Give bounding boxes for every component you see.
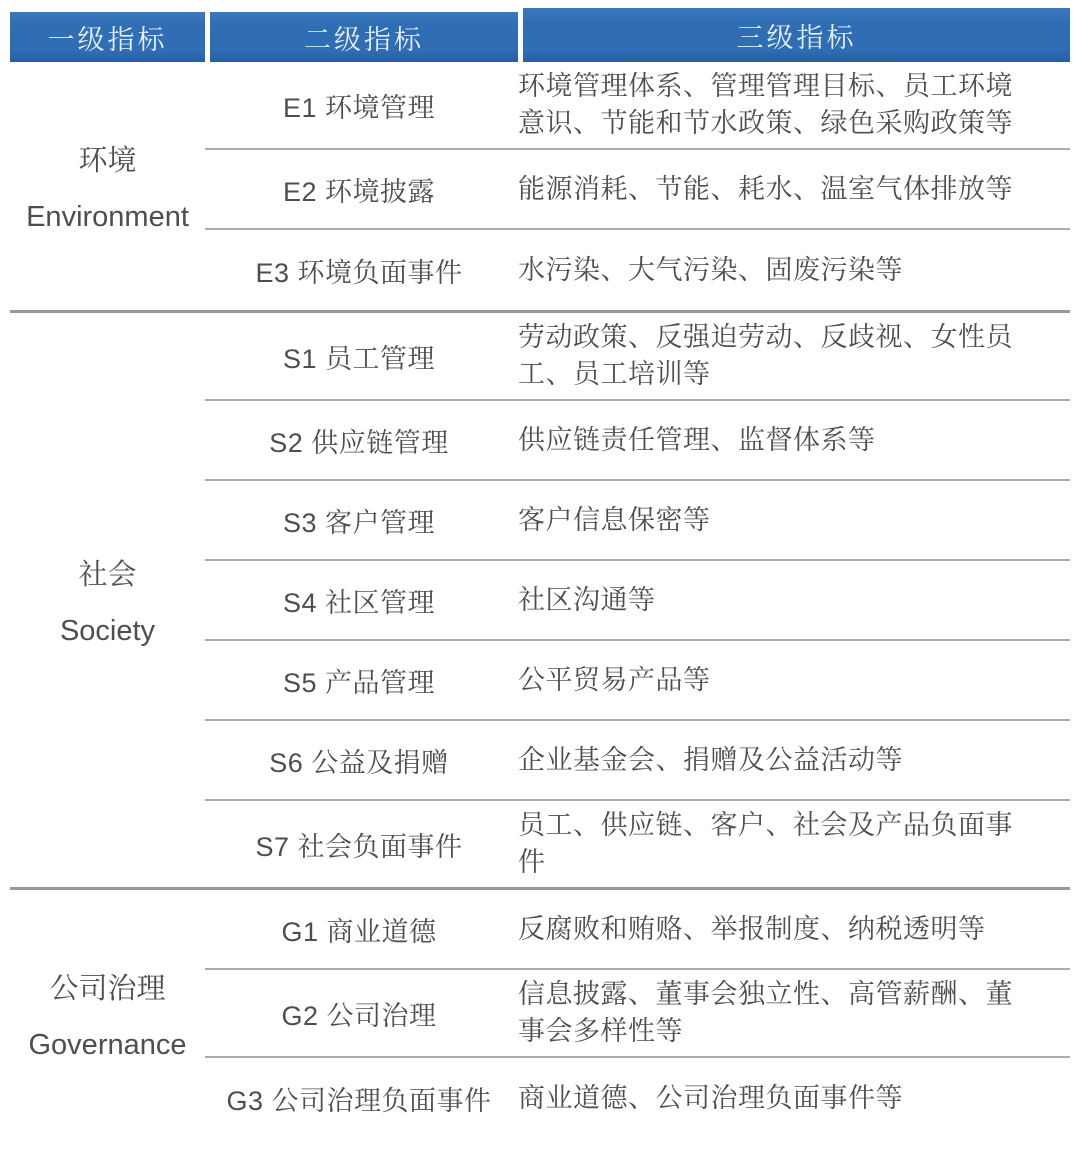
table-header <box>10 12 1070 62</box>
group-label-english: Environment <box>26 201 189 233</box>
level3-cell: 环境管理体系、管理管理目标、员工环境意识、节能和节水政策、绿色采购政策等 <box>518 71 1013 138</box>
level3-cell: 客户信息保密等 <box>518 504 711 535</box>
group-label-chinese: 环境 <box>78 145 137 177</box>
group-governance <box>10 890 1070 1138</box>
table-row <box>205 1058 1070 1138</box>
table-row <box>205 481 1070 561</box>
table-row <box>205 313 1070 401</box>
level2-cell: G1 商业道德 <box>281 916 437 947</box>
level2-cell: E2 环境披露 <box>282 176 436 207</box>
level2-cell: S5 产品管理 <box>282 667 436 698</box>
level3-cell: 员工、供应链、客户、社会及产品负面事件 <box>518 810 1013 877</box>
group-environment <box>10 62 1070 313</box>
group-label <box>10 313 205 887</box>
level3-cell: 供应链责任管理、监督体系等 <box>518 424 876 455</box>
level3-cell: 公平贸易产品等 <box>518 664 711 695</box>
level3-cell: 水污染、大气污染、固废污染等 <box>518 254 903 285</box>
level2-cell: G3 公司治理负面事件 <box>226 1085 492 1116</box>
level3-cell: 信息披露、董事会独立性、高管薪酬、董事会多样性等 <box>518 979 1013 1046</box>
table-row <box>205 641 1070 721</box>
level3-cell: 反腐败和贿赂、举报制度、纳税透明等 <box>518 913 986 944</box>
level3-cell: 劳动政策、反强迫劳动、反歧视、女性员工、员工培训等 <box>518 322 1013 389</box>
table-row <box>205 62 1070 150</box>
table-row <box>205 401 1070 481</box>
level3-cell: 商业道德、公司治理负面事件等 <box>518 1082 903 1113</box>
level3-cell: 社区沟通等 <box>518 584 656 615</box>
level2-cell: S3 客户管理 <box>282 507 436 538</box>
table-row <box>205 890 1070 970</box>
group-society <box>10 313 1070 890</box>
level2-cell: S1 员工管理 <box>282 343 436 374</box>
group-label-chinese: 公司治理 <box>49 973 166 1005</box>
group-rows <box>205 890 1070 1138</box>
header-cell-level2: 二级指标 <box>210 12 518 62</box>
table-row <box>205 561 1070 641</box>
level2-cell: E1 环境管理 <box>282 92 436 123</box>
table-row <box>205 801 1070 887</box>
level3-cell: 企业基金会、捐赠及公益活动等 <box>518 744 903 775</box>
level2-cell: S6 公益及捐赠 <box>269 747 449 778</box>
level2-cell: G2 公司治理 <box>281 1000 437 1031</box>
group-label <box>10 62 205 310</box>
level2-cell: S2 供应链管理 <box>269 427 449 458</box>
group-rows <box>205 62 1070 310</box>
table-row <box>205 230 1070 310</box>
table-row <box>205 970 1070 1058</box>
header-cell-level1: 一级指标 <box>10 12 205 62</box>
esg-indicator-table <box>10 12 1070 1138</box>
level2-cell: E3 环境负面事件 <box>255 257 463 288</box>
level3-cell: 能源消耗、节能、耗水、温室气体排放等 <box>518 173 1013 204</box>
table-row <box>205 150 1070 230</box>
level2-cell: S4 社区管理 <box>282 587 436 618</box>
group-label-english: Society <box>59 615 156 647</box>
group-label <box>10 890 205 1138</box>
group-label-english: Governance <box>28 1029 187 1061</box>
table-body <box>10 62 1070 1138</box>
group-rows <box>205 313 1070 887</box>
level2-cell: S7 社会负面事件 <box>255 831 463 862</box>
header-cell-level3: 三级指标 <box>523 8 1070 62</box>
table-row <box>205 721 1070 801</box>
group-label-chinese: 社会 <box>78 559 137 591</box>
